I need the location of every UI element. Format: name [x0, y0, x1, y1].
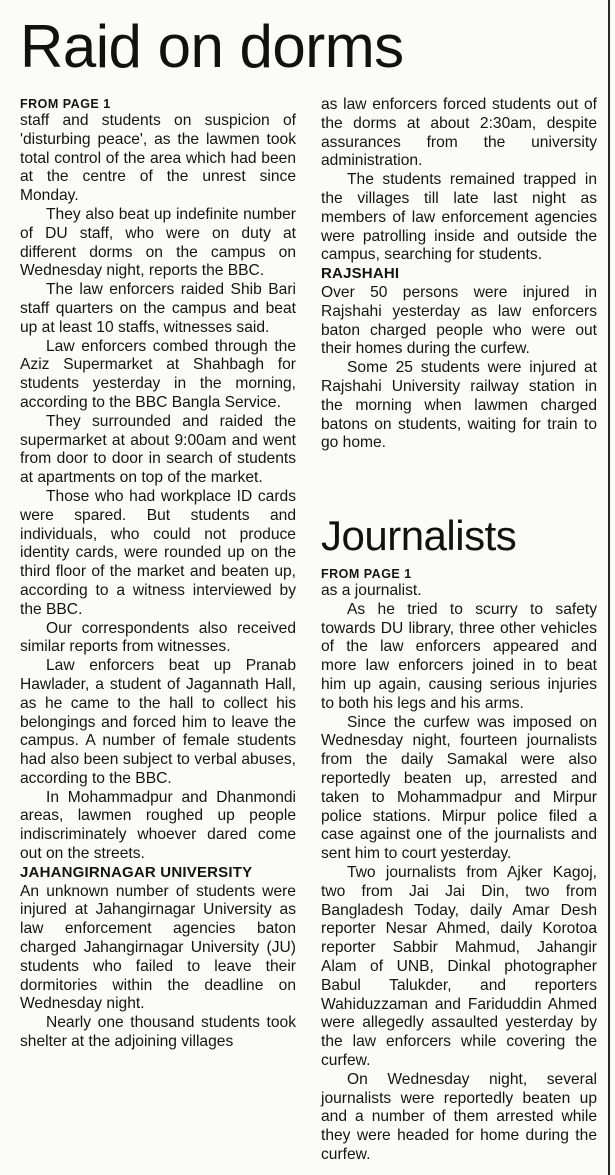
paragraph: Over 50 persons were injured in Rajshahi yesterday as law enforcers baton charged people who were out their homes during the curfew. — [321, 283, 597, 358]
kicker-from-page-1: FROM PAGE 1 — [20, 97, 111, 111]
paragraph: Nearly one thousand students took shelter at the adjoining villages — [20, 1014, 296, 1051]
paragraph: The law enforcers raided Shib Bari staff quarters on the campus and beat up at least 10 staffs, witnesses said. — [20, 281, 296, 336]
paragraph: Our correspondents also received similar reports from witnesses. — [20, 619, 296, 656]
paragraph: Some 25 students were injured at Rajshahi University railway station in the morning when lawmen charged batons on students, waiting for train to go home. — [321, 359, 597, 452]
paragraph: Law enforcers beat up Pranab Hawlader, a student of Jagannath Hall, as he came to the hall to collect his belongings and forced him to leave the campus. A number of female students had also been subject to verbal abuses, according to the BBC. — [20, 657, 296, 787]
paragraph: staff and students on suspicion of 'disturbing peace', as the lawmen took total control of the area which had been at the centre of the unrest since Monday. — [20, 112, 296, 205]
paragraph: On Wednesday night, several journalists were reportedly beaten up and a number of them arrested while they were headed for home during the curfew. — [321, 1070, 597, 1163]
paragraph: as a journalist. — [321, 582, 422, 599]
paragraph: The students remained trapped in the villages till late last night as members of law enforcement agencies were patrolling inside and outside the campus, searching for students. — [321, 171, 597, 264]
column-right-bottom — [321, 566, 597, 1165]
column-right-top — [321, 96, 597, 453]
column-left — [20, 96, 296, 1052]
paragraph: Since the curfew was imposed on Wednesday night, fourteen journalists from the daily Samakal were also reportedly beaten up, arrested and taken to Mohammadpur and Mirpur police stations. Mirpur police filed a case against one of the journalists and sent him to court yesterday. — [321, 713, 597, 863]
paragraph: An unknown number of students were injured at Jahangirnagar University as law enforcement agencies baton charged Jahangirnagar University (JU) students who failed to leave their dormitories within the deadline on Wednesday night. — [20, 882, 296, 1013]
subhead-rajshahi: RAJSHAHI — [321, 265, 400, 283]
column-rule — [608, 0, 610, 1175]
subhead-jahangirnagar: JAHANGIRNAGAR UNIVERSITY — [20, 863, 253, 881]
headline-journalists: Journalists — [321, 512, 517, 559]
paragraph: Two journalists from Ajker Kagoj, two from Jai Jai Din, two from Bangladesh Today, daily Amar Desh reporter Nesar Ahmed, daily Korotoa reporter Sabbir Mahmud, Jahangir Alam of UNB, Dinkal photographer Babul Talukder, and reporters Wahiduzzaman and Fariduddin Ahmed were allegedly assaulted yesterday by the law enforcers while covering the curfew. — [321, 863, 597, 1069]
headline-raid-on-dorms: Raid on dorms — [20, 13, 404, 80]
paragraph: Law enforcers combed through the Aziz Supermarket at Shahbagh for students yesterday in the morning, according to the BBC Bangla Service. — [20, 337, 296, 411]
paragraph: Those who had workplace ID cards were spared. But students and individuals, who could not produce identity cards, were rounded up on the third floor of the market and beaten up, according to a witness interviewed by the BBC. — [20, 487, 296, 618]
paragraph: In Mohammadpur and Dhanmondi areas, lawmen roughed up people indiscriminately whoever dared come out on the streets. — [20, 788, 296, 863]
kicker-from-page-1: FROM PAGE 1 — [321, 567, 412, 581]
paragraph: They also beat up indefinite number of DU staff, who were on duty at different dorms on the campus on Wednesday night, reports the BBC. — [20, 205, 296, 280]
paragraph: They surrounded and raided the supermarket at about 9:00am and went from door to door in search of students at apartments on top of the market. — [20, 412, 296, 487]
paragraph: As he tried to scurry to safety towards DU library, three other vehicles of the law enforcers appeared and more law enforcers joined in to beat him up again, causing serious injuries to both his legs and his arms. — [321, 600, 597, 712]
paragraph: as law enforcers forced students out of the dorms at about 2:30am, despite assurances from the university administration. — [321, 96, 597, 170]
